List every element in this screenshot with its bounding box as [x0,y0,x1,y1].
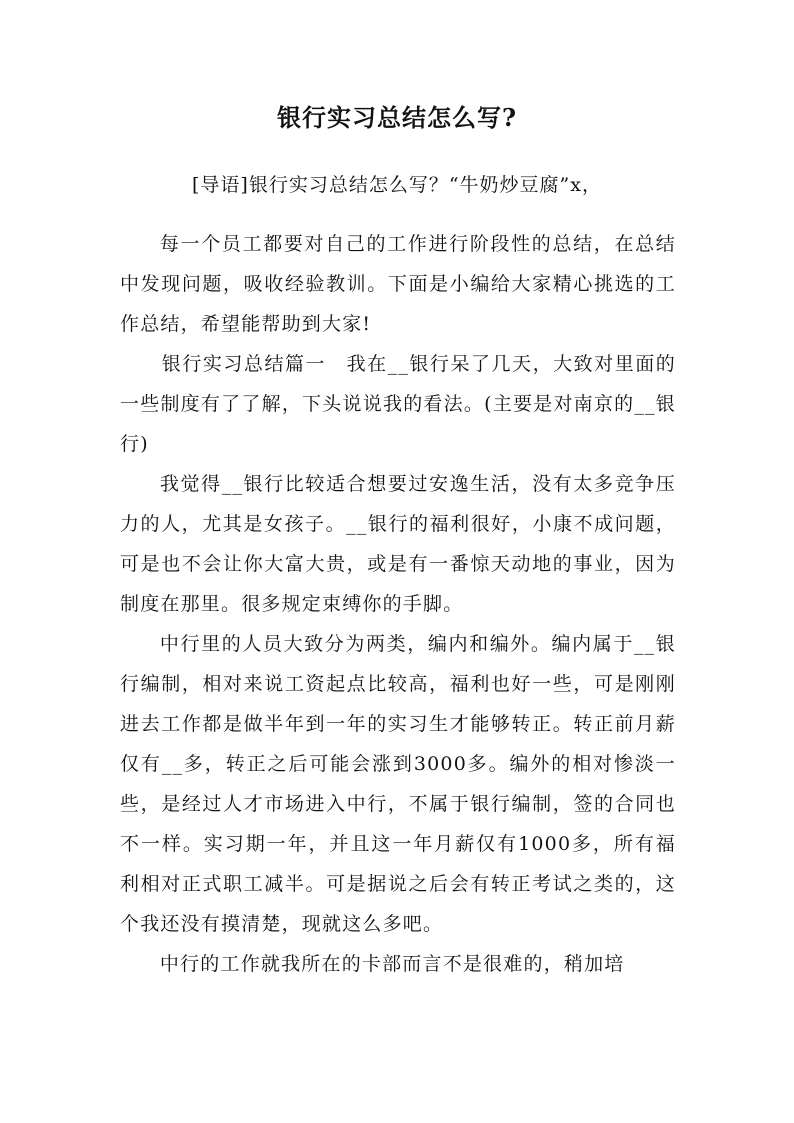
document-body [120,224,676,984]
paragraph-intro: 每一个员工都要对自己的工作进行阶段性的总结，在总结中发现问题，吸收经验教训。下面是小编给大家精心挑选的工作总结，希望能帮助到大家! [120,233,676,335]
paragraph-section-one: 银行实习总结篇一 我在__银行呆了几天，大致对里面的一些制度有了了解，下头说说我的看法。(主要是对南京的__银行) [120,353,676,455]
document-lead: [导语]银行实习总结怎么写？“牛奶炒豆腐”x， [192,174,602,196]
document-title: 银行实习总结怎么写? [276,103,518,132]
paragraph-bank-suitability: 我觉得__银行比较适合想要过安逸生活，没有太多竞争压力的人，尤其是女孩子。__银行的福利很好，小康不成问题，可是也不会让你大富大贵，或是有一番惊天动地的事业，因为制度在那里。很多规定束缚你的手脚。 [120,473,676,615]
paragraph-staff-categories: 中行里的人员大致分为两类，编内和编外。编内属于__银行编制，相对来说工资起点比较高，福利也好一些，可是刚刚进去工作都是做半年到一年的实习生才能够转正。转正前月薪仅有__多，转正之后可能会涨到3000多。编外的相对惨淡一些，是经过人才市场进入中行，不属于银行编制，签的合同也不一样。实习期一年，并且这一年月薪仅有1000多，所有福利相对正式职工减半。可是据说之后会有转正考试之类的，这个我还没有摸清楚，现就这么多吧。 [120,633,676,935]
paragraph-work-difficulty: 中行的工作就我所在的卡部而言不是很难的，稍加培 [159,953,625,975]
